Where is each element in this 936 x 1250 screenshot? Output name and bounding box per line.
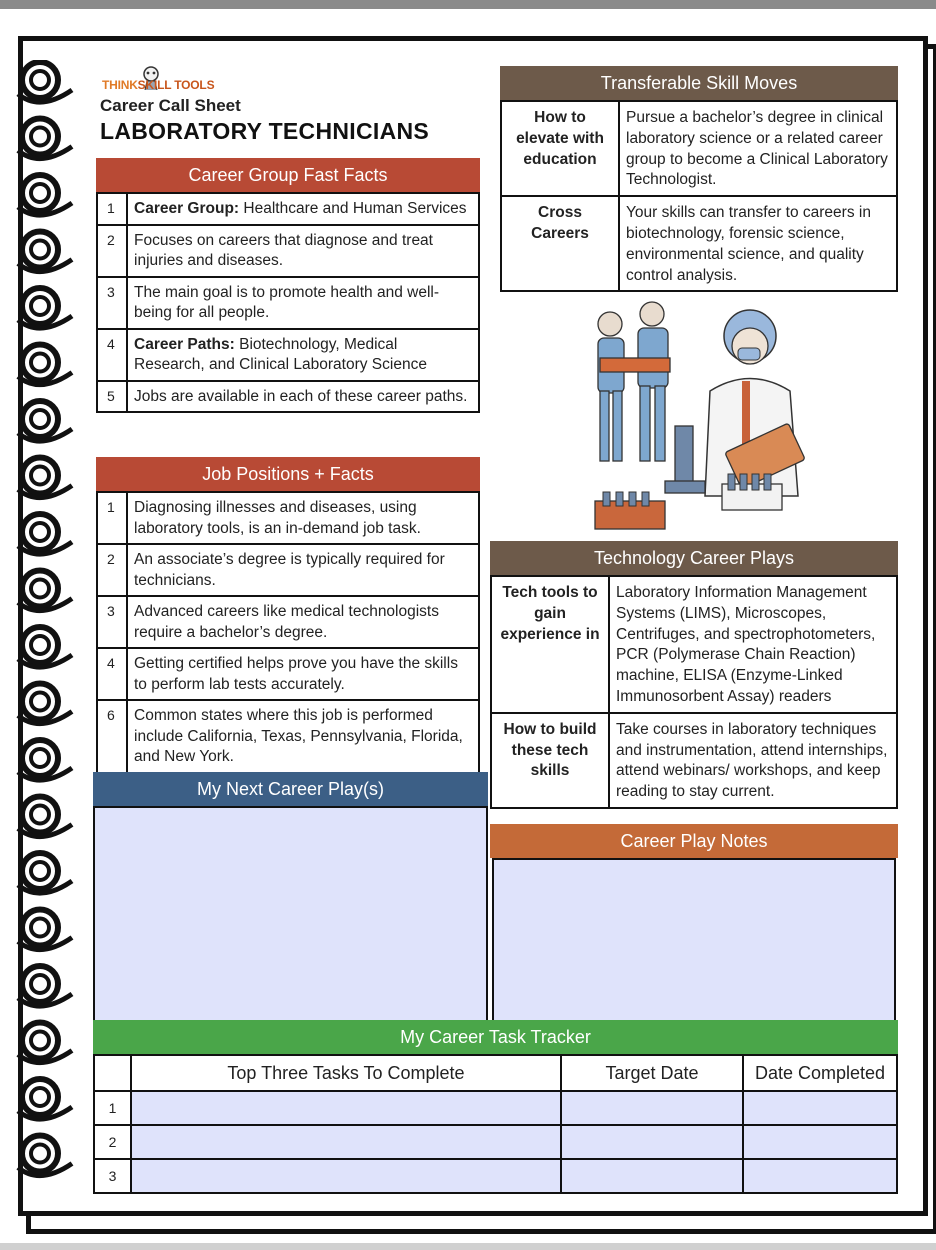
job-fact-number: 4 xyxy=(97,648,127,700)
spiral-ring-icon xyxy=(18,62,72,102)
task-tracker-section xyxy=(93,1020,898,1194)
spiral-ring-icon xyxy=(18,853,72,893)
target-date-input-cell[interactable] xyxy=(561,1091,743,1125)
technology-text: Take courses in laboratory techniques and instrumentation, attend internships, attend webinars/ workshops, and keep reading to stay current. xyxy=(609,713,897,808)
spiral-ring-icon xyxy=(18,740,72,780)
lab-technicians-illustration-icon xyxy=(570,296,840,536)
spiral-ring-icon xyxy=(18,345,72,385)
fast-fact-cell xyxy=(127,193,479,225)
fast-fact-cell xyxy=(127,277,479,329)
fast-facts-table xyxy=(96,192,480,413)
fast-fact-cell xyxy=(127,225,479,277)
spiral-ring-icon xyxy=(18,571,72,611)
task-input-cell[interactable] xyxy=(131,1159,561,1193)
technology-table xyxy=(490,575,898,809)
fast-fact-text: Healthcare and Human Services xyxy=(239,200,467,217)
fast-fact-row xyxy=(97,329,479,381)
tracker-column-target-date: Target Date xyxy=(561,1055,743,1091)
task-input-cell[interactable] xyxy=(131,1125,561,1159)
transferable-text: Pursue a bachelor’s degree in clinical laboratory science or a related career group to become a Clinical Laboratory Technologist. xyxy=(619,101,897,196)
tracker-number-column-header xyxy=(94,1055,131,1091)
spiral-ring-icon xyxy=(18,1079,72,1119)
job-fact-text: Common states where this job is performed include California, Texas, Pennsylvania, Florida, and New York. xyxy=(127,700,479,773)
spiral-ring-icon xyxy=(18,401,72,441)
spiral-ring-icon xyxy=(18,684,72,724)
task-input-cell[interactable] xyxy=(131,1091,561,1125)
job-fact-text: Diagnosing illnesses and diseases, using laboratory tools, is an in-demand job task. xyxy=(127,492,479,544)
technology-key: How to build these tech skills xyxy=(491,713,609,808)
fast-fact-row xyxy=(97,381,479,413)
sheet-subtitle: Career Call Sheet xyxy=(100,96,241,115)
tracker-row xyxy=(94,1159,897,1193)
job-fact-row xyxy=(97,648,479,700)
job-fact-row xyxy=(97,596,479,648)
tracker-row xyxy=(94,1125,897,1159)
fast-fact-text: The main goal is to promote health and well-being for all people. xyxy=(134,283,439,321)
job-positions-section xyxy=(96,457,480,774)
date-completed-input-cell[interactable] xyxy=(743,1091,897,1125)
spiral-ring-icon xyxy=(18,910,72,950)
transferable-text: Your skills can transfer to careers in biotechnology, forensic science, environmental science, and quality control analysis. xyxy=(619,196,897,291)
fast-fact-number: 4 xyxy=(97,329,127,381)
tracker-column-tasks: Top Three Tasks To Complete xyxy=(131,1055,561,1091)
fast-fact-number: 2 xyxy=(97,225,127,277)
job-fact-number: 2 xyxy=(97,544,127,596)
technology-header: Technology Career Plays xyxy=(490,541,898,575)
transferable-section xyxy=(500,66,898,292)
tracker-row xyxy=(94,1091,897,1125)
tracker-row-number: 2 xyxy=(94,1125,131,1159)
job-fact-number: 6 xyxy=(97,700,127,773)
tracker-row-number: 3 xyxy=(94,1159,131,1193)
technology-section xyxy=(490,541,898,809)
transferable-header: Transferable Skill Moves xyxy=(500,66,898,100)
fast-fact-label: Career Paths: xyxy=(134,335,235,353)
transferable-row xyxy=(501,196,897,291)
fast-fact-row xyxy=(97,193,479,225)
next-play-input-area[interactable] xyxy=(93,806,488,1022)
fast-fact-cell xyxy=(127,381,479,413)
fast-fact-number: 3 xyxy=(97,277,127,329)
next-play-section xyxy=(93,772,488,1022)
fast-facts-section xyxy=(96,158,480,413)
logo-word-skill-tools: SKILL TOOLS xyxy=(137,78,215,92)
top-edge xyxy=(0,0,936,9)
notes-input-area[interactable] xyxy=(492,858,896,1022)
date-completed-input-cell[interactable] xyxy=(743,1125,897,1159)
job-fact-number: 1 xyxy=(97,492,127,544)
transferable-table xyxy=(500,100,898,292)
target-date-input-cell[interactable] xyxy=(561,1125,743,1159)
job-fact-text: An associate’s degree is typically required for technicians. xyxy=(127,544,479,596)
job-positions-table xyxy=(96,491,480,774)
page-title: LABORATORY TECHNICIANS xyxy=(100,118,430,144)
spiral-ring-icon xyxy=(18,175,72,215)
tracker-column-date-completed: Date Completed xyxy=(743,1055,897,1091)
spiral-ring-icon xyxy=(18,232,72,272)
fast-fact-text: Focuses on careers that diagnose and treat injuries and diseases. xyxy=(134,231,433,269)
date-completed-input-cell[interactable] xyxy=(743,1159,897,1193)
spiral-ring-icon xyxy=(18,1136,72,1176)
spiral-ring-icon xyxy=(18,288,72,328)
logo-word-think: THINK xyxy=(102,78,138,92)
technology-text: Laboratory Information Management Systems (LIMS), Microscopes, Centrifuges, and spectrophotometers, PCR (Polymerase Chain Reaction) machine, ELISA (Enzyme-Linked Immunosorbent Assay) readers xyxy=(609,576,897,713)
transferable-row xyxy=(501,101,897,196)
job-fact-row xyxy=(97,492,479,544)
target-date-input-cell[interactable] xyxy=(561,1159,743,1193)
job-fact-number: 3 xyxy=(97,596,127,648)
job-fact-text: Getting certified helps prove you have the skills to perform lab tests accurately. xyxy=(127,648,479,700)
spiral-ring-icon xyxy=(18,458,72,498)
fast-facts-header: Career Group Fast Facts xyxy=(96,158,480,192)
next-play-header: My Next Career Play(s) xyxy=(93,772,488,806)
fast-fact-cell xyxy=(127,329,479,381)
transferable-key: Cross Careers xyxy=(501,196,619,291)
fast-fact-row xyxy=(97,277,479,329)
notes-header: Career Play Notes xyxy=(490,824,898,858)
transferable-key: How to elevate with education xyxy=(501,101,619,196)
job-fact-text: Advanced careers like medical technologists require a bachelor’s degree. xyxy=(127,596,479,648)
tracker-row-number: 1 xyxy=(94,1091,131,1125)
spiral-ring-icon xyxy=(18,119,72,159)
technology-row xyxy=(491,576,897,713)
job-fact-row xyxy=(97,700,479,773)
spiral-ring-icon xyxy=(18,797,72,837)
bottom-edge xyxy=(0,1243,936,1250)
notes-section xyxy=(490,824,898,1022)
spiral-ring-icon xyxy=(18,966,72,1006)
fast-fact-text: Biotechnology, Medical Research, and Clinical Laboratory Science xyxy=(134,335,427,373)
fast-fact-number: 1 xyxy=(97,193,127,225)
task-tracker-header: My Career Task Tracker xyxy=(93,1020,898,1054)
fast-fact-row xyxy=(97,225,479,277)
spiral-binding-icon xyxy=(0,60,90,1200)
job-positions-header: Job Positions + Facts xyxy=(96,457,480,491)
spiral-ring-icon xyxy=(18,627,72,667)
technology-key: Tech tools to gain experience in xyxy=(491,576,609,713)
fast-fact-text: Jobs are available in each of these career paths. xyxy=(134,387,468,405)
spiral-ring-icon xyxy=(18,1023,72,1063)
fast-fact-number: 5 xyxy=(97,381,127,413)
spiral-ring-icon xyxy=(18,514,72,554)
fast-fact-label: Career Group: xyxy=(134,200,240,217)
technology-row xyxy=(491,713,897,808)
job-fact-row xyxy=(97,544,479,596)
task-tracker-table xyxy=(93,1054,898,1194)
